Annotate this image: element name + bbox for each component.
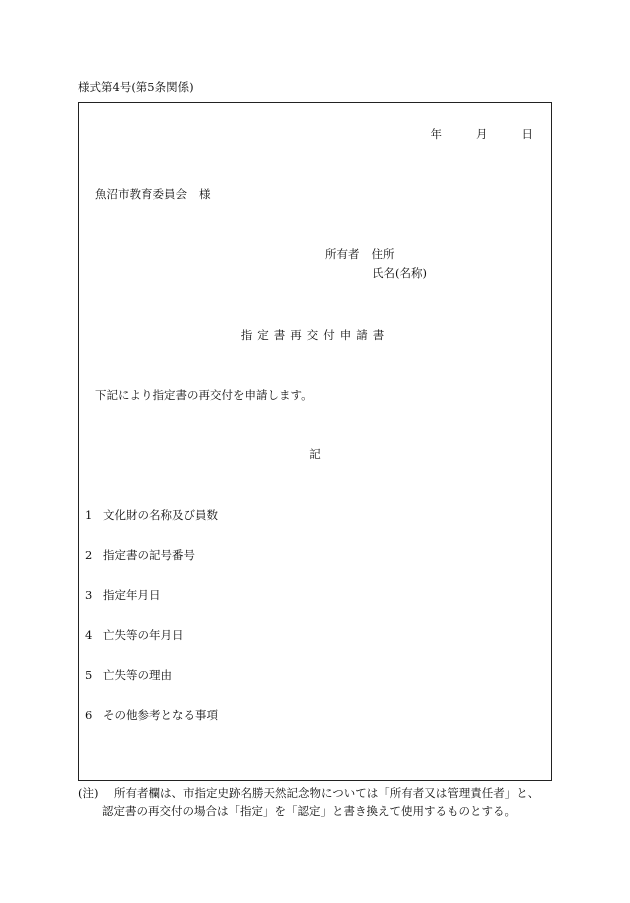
item-number: 2 — [85, 548, 93, 562]
date-month-label: 月 — [476, 127, 488, 141]
owner-label: 所有者 — [325, 247, 360, 261]
list-item — [85, 668, 172, 684]
list-item — [85, 708, 218, 724]
ki-heading: 記 — [309, 447, 321, 461]
item-label: 文化財の名称及び員数 — [103, 508, 218, 522]
date-line — [431, 127, 534, 143]
list-item — [85, 548, 195, 564]
addressee-honorific: 様 — [199, 187, 211, 201]
item-label: 指定書の記号番号 — [103, 548, 195, 562]
item-number: 6 — [85, 708, 93, 722]
owner-address-row — [325, 247, 395, 263]
item-label: 亡失等の年月日 — [103, 628, 184, 642]
footnote — [78, 785, 552, 821]
footnote-mark: (注) — [78, 786, 99, 800]
footnote-line-1 — [78, 785, 552, 803]
application-form-frame — [78, 102, 552, 781]
list-item — [85, 588, 161, 604]
item-label: 指定年月日 — [103, 588, 161, 602]
item-number: 3 — [85, 588, 93, 602]
date-year-label: 年 — [430, 127, 442, 141]
item-label: その他参考となる事項 — [103, 708, 218, 722]
intro-text: 下記により指定書の再交付を申請します。 — [95, 388, 313, 402]
addressee — [95, 187, 211, 203]
item-number: 4 — [85, 628, 93, 642]
date-day-label: 日 — [521, 127, 533, 141]
item-number: 1 — [85, 508, 93, 522]
list-item — [85, 628, 184, 644]
item-label: 亡失等の理由 — [103, 668, 172, 682]
form-number: 様式第4号(第5条関係) — [78, 80, 194, 94]
document-title: 指定書再交付申請書 — [240, 328, 390, 342]
owner-address-label: 住所 — [371, 247, 395, 261]
owner-name-label: 氏名(名称) — [372, 266, 427, 280]
addressee-name: 魚沼市教育委員会 — [95, 187, 187, 201]
list-item — [85, 508, 218, 524]
footnote-text-1: 所有者欄は、市指定史跡名勝天然記念物については「所有者又は管理責任者」と、 — [114, 786, 540, 800]
item-number: 5 — [85, 668, 93, 682]
footnote-text-2: 認定書の再交付の場合は「指定」を「認定」と書き換えて使用するものとする。 — [102, 803, 516, 818]
